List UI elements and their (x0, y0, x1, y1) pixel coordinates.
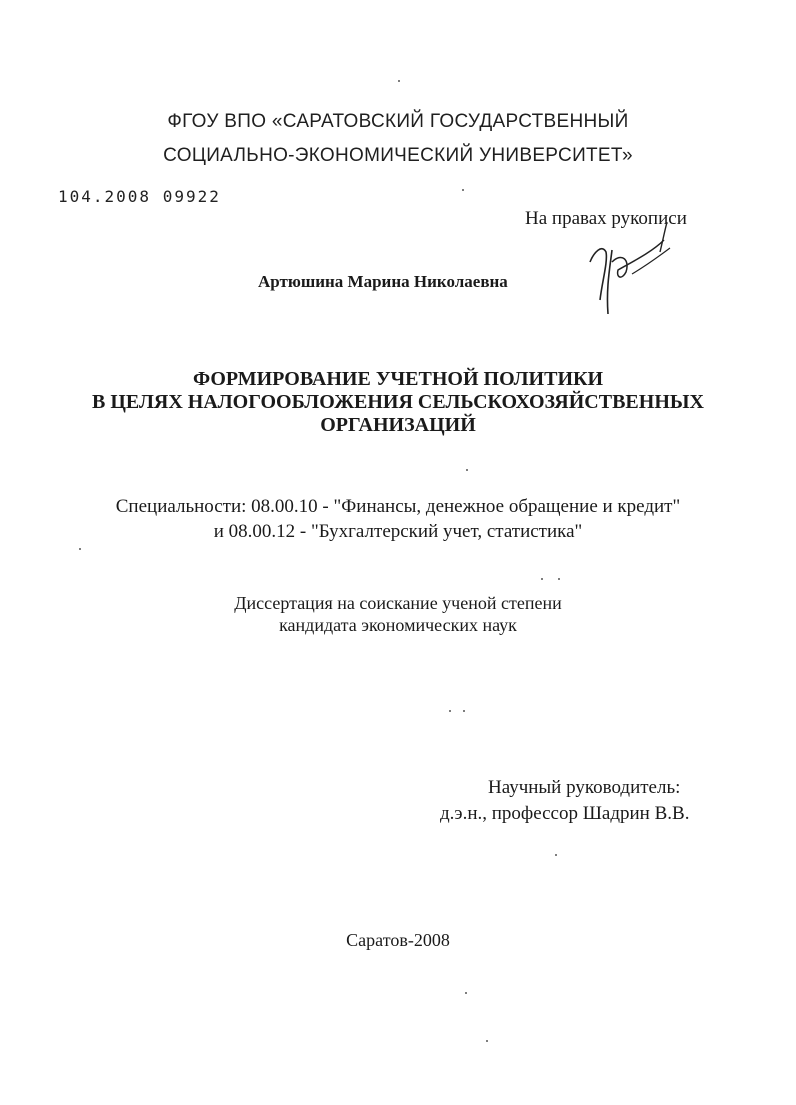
city-year: Саратов-2008 (346, 930, 450, 950)
scan-speck (558, 578, 560, 580)
supervisor-label: Научный руководитель: (488, 777, 681, 798)
scan-speck (541, 578, 543, 580)
title-line-3: ОРГАНИЗАЦИЙ (320, 414, 476, 436)
scan-speck (449, 710, 451, 712)
scan-speck (466, 469, 468, 471)
scan-speck (555, 854, 557, 856)
institution-line-1: ФГОУ ВПО «САРАТОВСКИЙ ГОСУДАРСТВЕННЫЙ (167, 111, 629, 132)
scan-speck (486, 1040, 488, 1042)
title-line-2: В ЦЕЛЯХ НАЛОГООБЛОЖЕНИЯ СЕЛЬСКОХОЗЯЙСТВЕННЫХ (92, 391, 704, 413)
institution-line-2: СОЦИАЛЬНО-ЭКОНОМИЧЕСКИЙ УНИВЕРСИТЕТ» (163, 145, 633, 166)
degree-line-1: Диссертация на соискание ученой степени (234, 593, 562, 613)
degree-line-2: кандидата экономических наук (279, 615, 517, 635)
signature-icon (572, 222, 682, 322)
inventory-number: 104.2008 09922 (58, 187, 221, 206)
scan-speck (462, 189, 464, 191)
dissertation-title (0, 368, 796, 437)
author-name: Артюшина Марина Николаевна (258, 272, 508, 291)
supervisor-name: д.э.н., профессор Шадрин В.В. (440, 803, 690, 824)
scan-speck (465, 992, 467, 994)
scan-speck (398, 80, 400, 82)
specialty-block (0, 494, 796, 544)
specialty-line-1: Специальности: 08.00.10 - "Финансы, денежное обращение и кредит" (115, 496, 681, 517)
specialty-line-2: и 08.00.12 - "Бухгалтерский учет, статистика" (213, 521, 583, 542)
scan-speck (463, 710, 465, 712)
degree-block (0, 592, 796, 636)
manuscript-note: На правах рукописи (525, 208, 687, 229)
scan-speck (79, 548, 81, 550)
title-line-1: ФОРМИРОВАНИЕ УЧЕТНОЙ ПОЛИТИКИ (192, 368, 604, 390)
